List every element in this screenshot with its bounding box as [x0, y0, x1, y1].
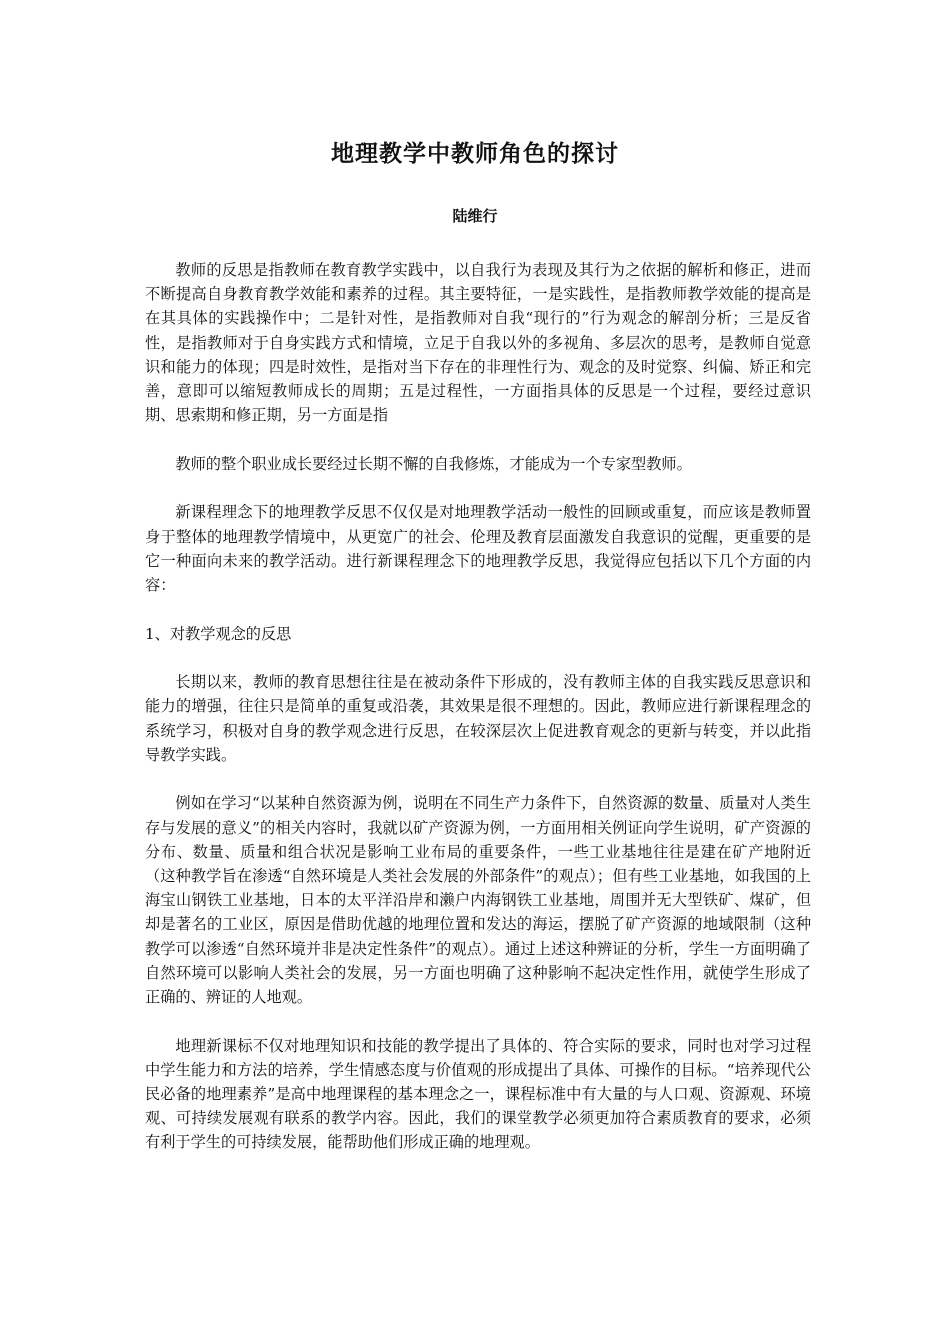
paragraph-curriculum-standards: 地理新课标不仅对地理知识和技能的教学提出了具体的、符合实际的要求，同时也对学习过程中学生能力和方法的培养，学生情感态度与价值观的形成提出了具体、可操作的目标。“培养现代公民必备的地理素养”是高中地理课程的基本理念之一，课程标准中有大量的与人口观、资源观、环境观、可持续发展观有联系的教学内容。因此，我们的课堂教学必须更加符合素质教育的要求，必须有利于学生的可持续发展，能帮助他们形成正确的地理观。	[145, 1036, 811, 1152]
paragraph-reflection-definition: 教师的反思是指教师在教育教学实践中，以自我行为表现及其行为之依据的解析和修正，进而不断提高自身教育教学效能和素养的过程。其主要特征，一是实践性，是指教师教学效能的提高是在其具体的实践操作中；二是针对性，是指教师对自我“现行的”行为观念的解剖分析；三是反省性，是指教师对于自身实践方式和情境，立足于自我以外的多视角、多层次的思考，是教师自觉意识和能力的体现；四是时效性，是指对当下存在的非理性行为、观念的及时觉察、纠偏、矫正和完善，意即可以缩短教师成长的周期；五是过程性，一方面指具体的反思是一个过程，要经过意识期、思索期和修正期，另一方面是指	[145, 261, 811, 425]
document-title: 地理教学中教师角色的探讨	[331, 140, 619, 167]
paragraph-new-curriculum-reflection: 新课程理念下的地理教学反思不仅仅是对地理教学活动一般性的回顾或重复，而应该是教师置身于整体的地理教学情境中，从更宽广的社会、伦理及教育层面激发自我意识的觉醒，更重要的是它一种面向未来的教学活动。进行新课程理念下的地理教学反思，我觉得应包括以下几个方面的内容：	[145, 503, 811, 595]
paragraph-mineral-resources-example: 例如在学习“以某种自然资源为例，说明在不同生产力条件下，自然资源的数量、质量对人类生存与发展的意义”的相关内容时，我就以矿产资源为例，一方面用相关例证向学生说明，矿产资源的分布、数量、质量和组合状况是影响工业布局的重要条件，一些工业基地往往是建在矿产地附近（这种教学旨在渗透“自然环境是人类社会发展的外部条件”的观点）；但有些工业基地，如我国的上海宝山钢铁工业基地，日本的太平洋沿岸和濑户内海钢铁工业基地，周围并无大型铁矿、煤矿，但却是著名的工业区，原因是借助优越的地理位置和发达的海运，摆脱了矿产资源的地域限制（这种教学可以渗透“自然环境并非是决定性条件”的观点）。通过上述这种辨证的分析，学生一方面明确了自然环境可以影响人类社会的发展，另一方面也明确了这种影响不起决定性作用，就使学生形成了正确的、辨证的人地观。	[145, 794, 811, 1007]
paragraph-teaching-concepts: 长期以来，教师的教育思想往往是在被动条件下形成的，没有教师主体的自我实践反思意识和能力的增强，往往只是简单的重复或沿袭，其效果是很不理想的。因此，教师应进行新课程理念的系统学习，积极对自身的教学观念进行反思，在较深层次上促进教育观念的更新与转变，并以此指导教学实践。	[145, 673, 811, 764]
document-body	[145, 258, 811, 1179]
document-author: 陆维行	[452, 207, 498, 225]
section-heading: 1、对教学观念的反思	[145, 624, 292, 643]
paragraph-professional-growth: 教师的整个职业成长要经过长期不懈的自我修炼，才能成为一个专家型教师。	[175, 454, 692, 473]
